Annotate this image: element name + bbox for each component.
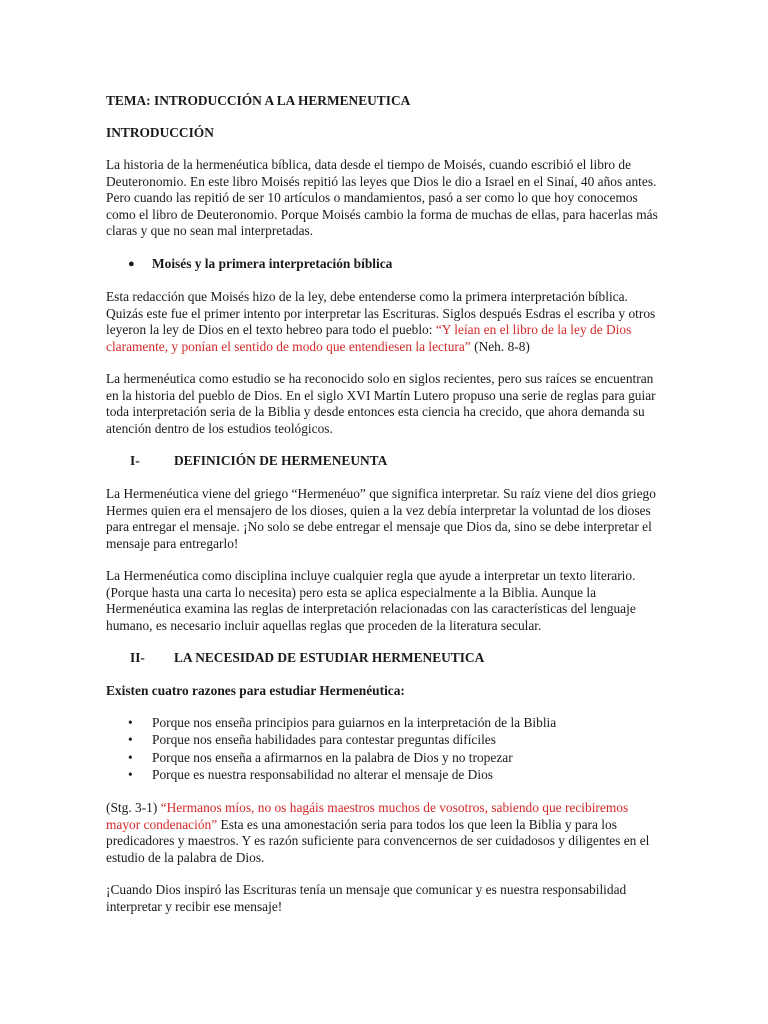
paragraph-disciplina: La Hermenéutica como disciplina incluye cualquier regla que ayude a interpretar un texto literario. (Porque hasta una carta lo necesita) pero esta se aplica especialmente a la Biblia. Aunque la Hermenéutica examina las reglas de interpretación relacionadas con las características del lenguaje humano, es necesario incluir aquellas reglas que proceden de la literatura secular. (106, 568, 636, 633)
list-item (106, 715, 662, 732)
bullet-moises (106, 256, 662, 273)
santiago-text: Esta es una amonestación seria para todos los que leen la Biblia y para los predicadores y maestros. Y es razón suficiente para convencernos de ser cuidadosos y diligentes en el estudio de la palabra de Dios. (106, 816, 650, 865)
paragraph-santiago (106, 800, 662, 866)
bullet-dot-icon: ● (128, 258, 135, 270)
reason-text: Porque nos enseña habilidades para contestar preguntas difíciles (152, 732, 496, 748)
section-2-heading (106, 650, 662, 667)
santiago-quote: “Hermanos míos, no os hagáis maestros muchos de vosotros, sabiendo que recibiremos mayor condenación” (106, 800, 629, 832)
section-2-title: LA NECESIDAD DE ESTUDIAR HERMENEUTICA (174, 650, 485, 665)
document-title: TEMA: INTRODUCCIÓN A LA HERMENEUTICA (106, 93, 411, 108)
reason-text: Porque es nuestra responsabilidad no alterar el mensaje de Dios (152, 767, 493, 783)
reasons-heading: Existen cuatro razones para estudiar Hermenéutica: (106, 683, 405, 698)
reasons-list (106, 715, 662, 785)
nehemias-quote: “Y leían en el libro de la ley de Dios claramente, y ponían el sentido de modo que entendiesen la lectura” (106, 322, 632, 354)
bullet-icon: • (128, 715, 133, 730)
bullet-icon: • (128, 732, 133, 748)
bullet-icon: • (128, 767, 133, 783)
list-item (106, 767, 662, 784)
nehemias-reference: (Neh. 8-8) (470, 338, 530, 354)
paragraph-final: ¡Cuando Dios inspiró las Escrituras tenía un mensaje que comunicar y es nuestra responsabilidad interpretar y recibir ese mensaje! (106, 882, 627, 914)
bullet-icon: • (128, 749, 133, 765)
intro-heading: INTRODUCCIÓN (106, 125, 214, 140)
section-1-number: I- (130, 453, 140, 468)
list-item (106, 750, 662, 767)
reason-text: Porque nos enseña principios para guiarnos en la interpretación de la Biblia (152, 715, 557, 730)
list-item (106, 732, 662, 749)
intro-paragraph: La historia de la hermenéutica bíblica, data desde el tiempo de Moisés, cuando escribió el libro de Deuteronomio. En este libro Moisés repitió las leyes que Dios le dio a Israel en el Sinaí, 40 años antes. Pero cuando las repitió de ser 10 artículos o mandamientos, pasó a ser como lo que hoy conocemos como el libro de Deuteronomio. Porque Moisés cambio la forma de muchas de ellas, para hacerlas más claras y que no sean mal interpretadas. (106, 157, 658, 239)
paragraph-estudio: La hermenéutica como estudio se ha reconocido solo en siglos recientes, pero sus raíces se encuentran en la historia del pueblo de Dios. En el siglo XVI Martín Lutero propuso una serie de reglas para guiar toda interpretación seria de la Biblia y desde entonces esta ciencia ha crecido, que ahora demanda su atención dentro de los estudios teológicos. (106, 371, 656, 436)
section-2-number: II- (130, 650, 145, 665)
paragraph-definicion: La Hermenéutica viene del griego “Hermenéuo” que significa interpretar. Su raíz viene del dios griego Hermes quien era el mensajero de los dioses, quien a la vez debía interpretar la voluntad de los dioses para entregar el mensaje. ¡No solo se debe entregar el mensaje que Dios da, sino se debe interpretar el mensaje para entregarlo! (106, 486, 656, 551)
section-1-heading (106, 453, 662, 470)
santiago-reference: (Stg. 3-1) (106, 800, 161, 815)
paragraph-redaccion (106, 289, 662, 355)
section-1-title: DEFINICIÓN DE HERMENEUNTA (174, 453, 388, 468)
reason-text: Porque nos enseña a afirmarnos en la palabra de Dios y no tropezar (152, 749, 513, 765)
bullet-moises-text: Moisés y la primera interpretación bíblica (152, 256, 393, 271)
redaccion-text: Esta redacción que Moisés hizo de la ley, debe entenderse como la primera interpretación bíblica. Quizás este fue el primer intento por interpretar las Escrituras. Siglos después Esdras el escriba y otros leyeron la ley de Dios en el texto hebreo para todo el pueblo: (106, 289, 656, 338)
